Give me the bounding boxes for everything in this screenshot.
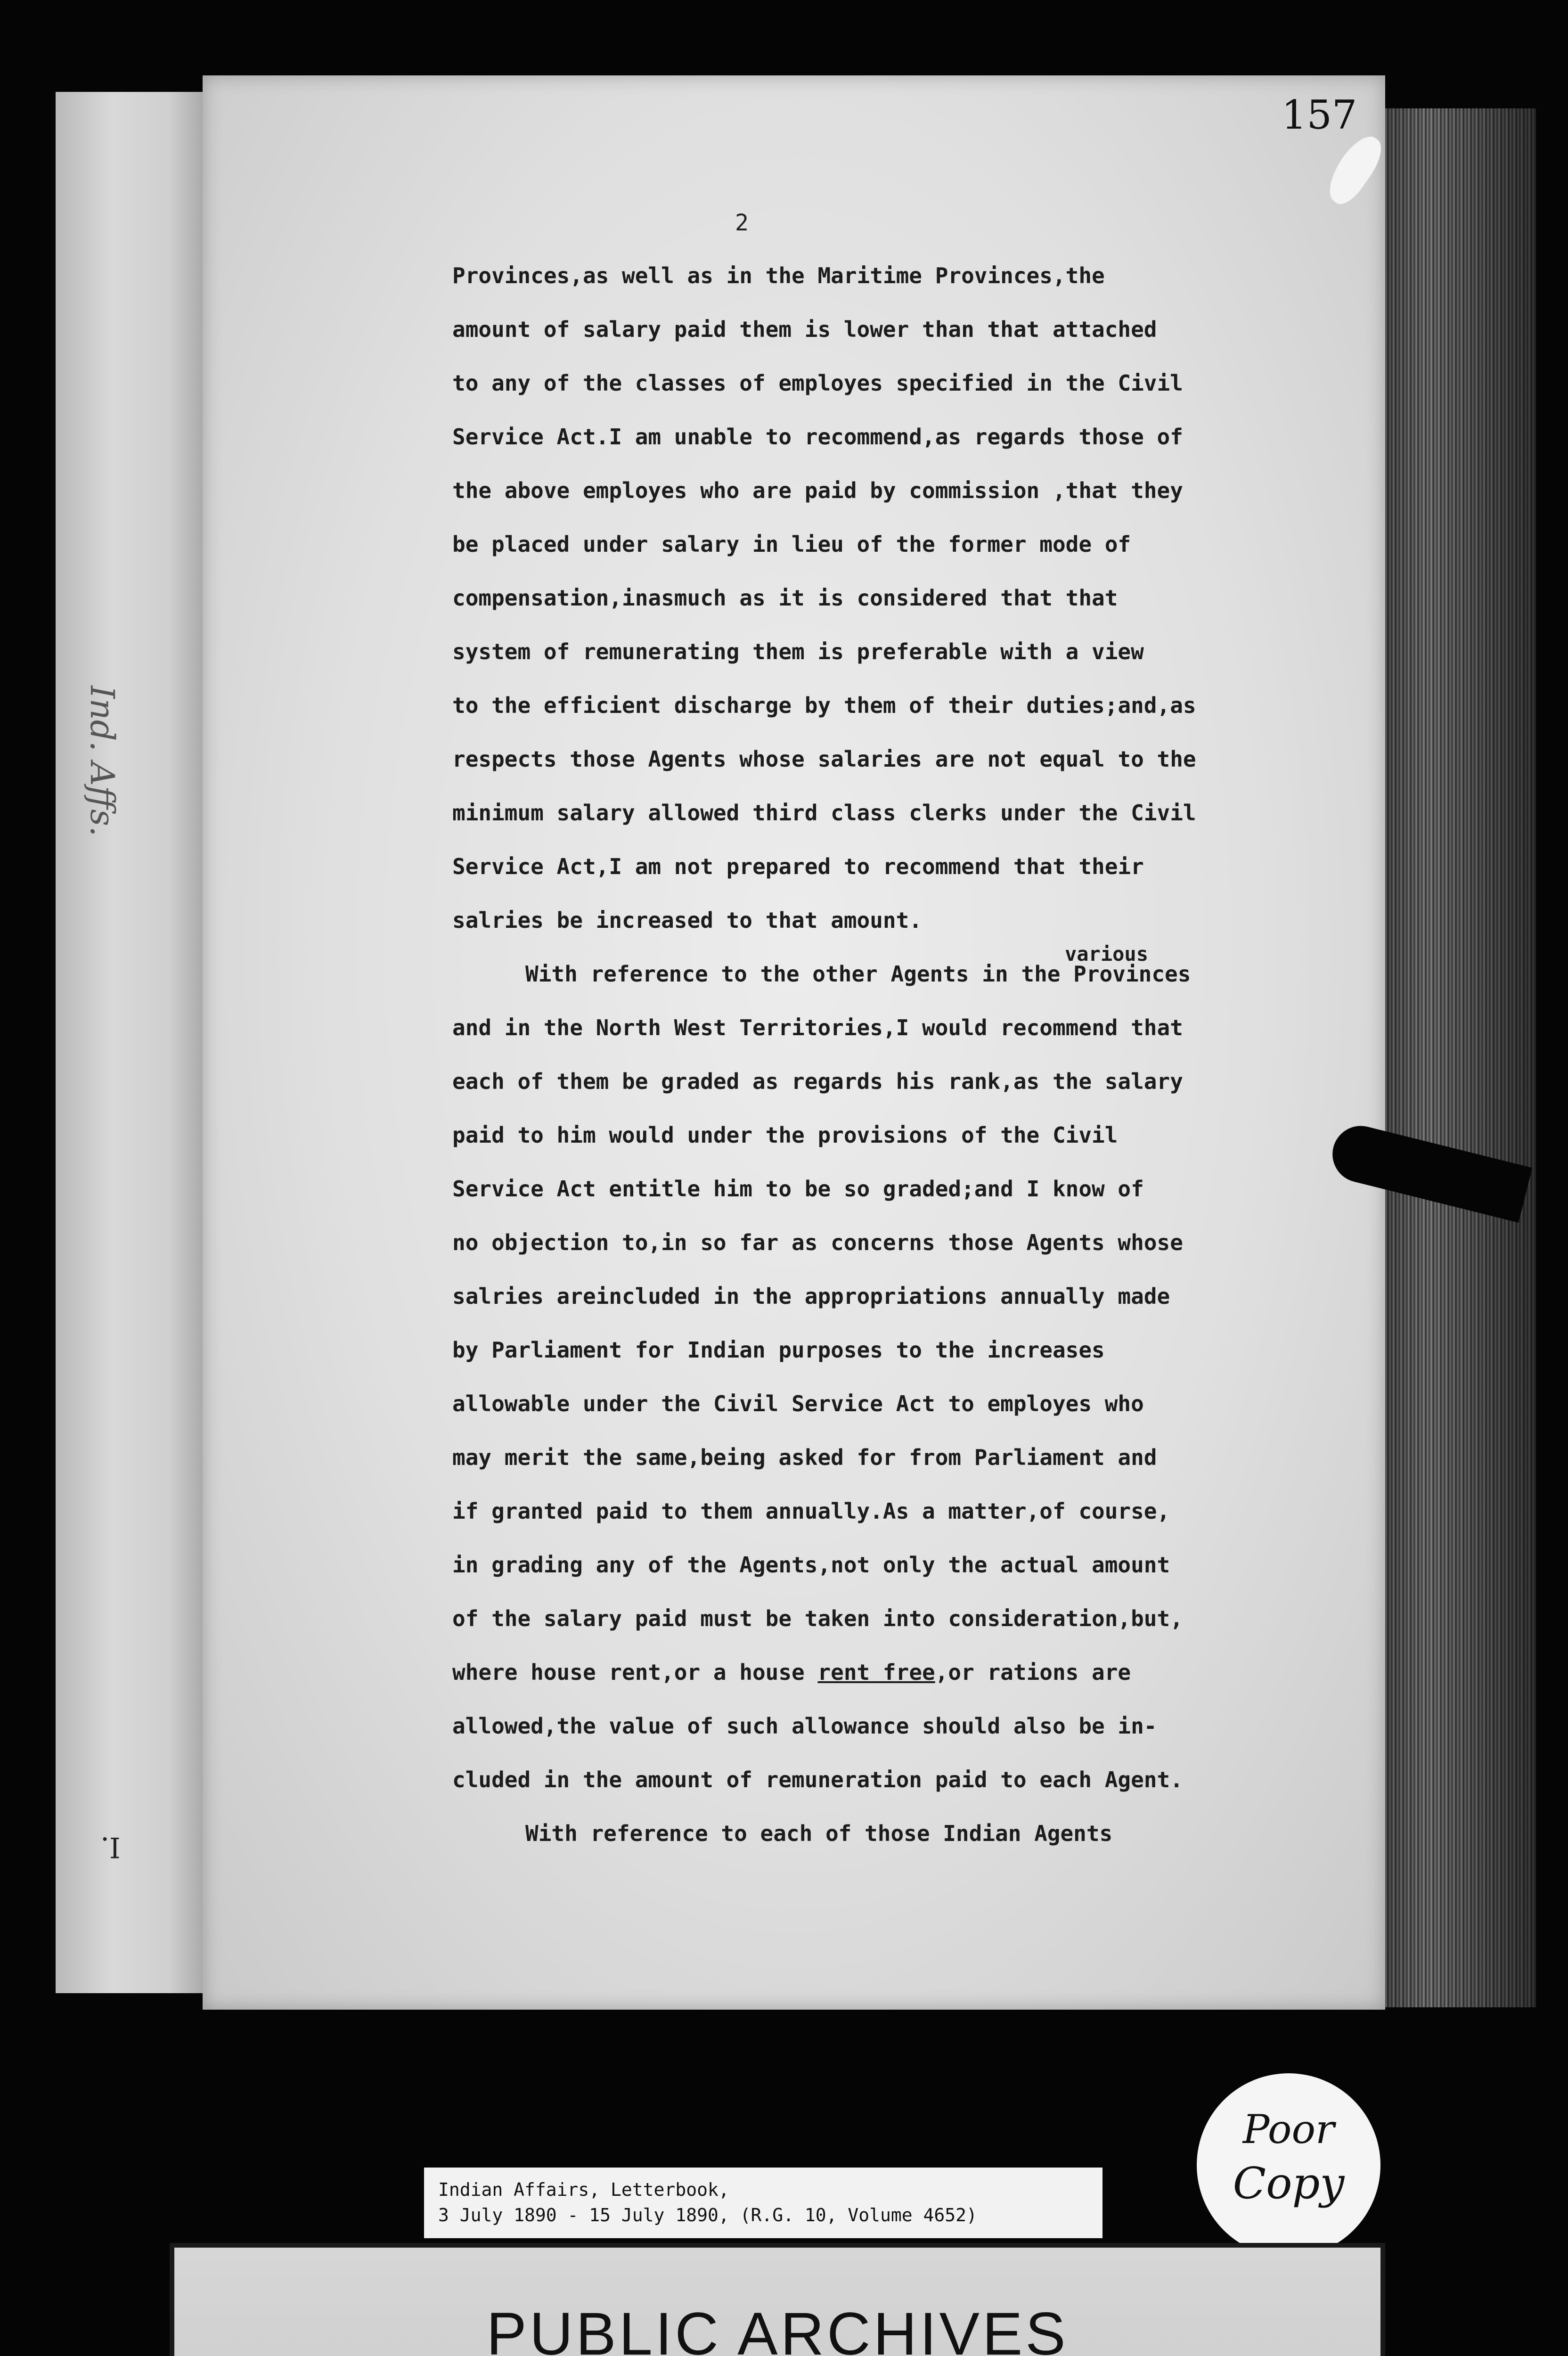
letter-line: paid to him would under the provisions of the Civil <box>452 1122 1118 1148</box>
letter-line-start: where house rent,or a house <box>452 1660 818 1685</box>
letter-line: in grading any of the Agents,not only the actual amount <box>452 1552 1170 1578</box>
letter-line: be placed under salary in lieu of the former mode of <box>452 532 1131 557</box>
letter-line: With reference to each of those Indian Agents <box>525 1821 1113 1846</box>
letter-line-end: ,or rations are <box>935 1660 1131 1685</box>
letter-line: Service Act.I am unable to recommend,as regards those of <box>452 424 1183 450</box>
left-margin-mark: I. <box>100 1831 121 1864</box>
letter-body <box>452 249 1333 1860</box>
letter-line: to the efficient discharge by them of their duties;and,as <box>452 693 1196 718</box>
letter-line: cluded in the amount of remuneration paid to each Agent. <box>452 1767 1183 1792</box>
letter-line: each of them be graded as regards his rank,as the salary <box>452 1069 1183 1094</box>
letter-line: With reference to the other Agents in the Provinces <box>525 961 1191 987</box>
letter-line: compensation,inasmuch as it is considered that that <box>452 585 1118 611</box>
letter-line: salries be increased to that amount. <box>452 908 922 933</box>
letter-line: Service Act entitle him to be so graded;and I know of <box>452 1176 1144 1202</box>
folio-number: 157 <box>1282 92 1357 138</box>
letter-line: minimum salary allowed third class clerks under the Civil <box>452 800 1196 826</box>
archives-plate <box>170 2243 1385 2356</box>
letter-line <box>452 1645 1333 1699</box>
left-page <box>56 92 218 1993</box>
letter-line: system of remunerating them is preferable with a view <box>452 639 1144 664</box>
underlined-phrase: rent free <box>817 1660 935 1685</box>
letter-line: amount of salary paid them is lower than that attached <box>452 317 1157 342</box>
letter-line: Provinces,as well as in the Maritime Provinces,the <box>452 263 1105 288</box>
letter-line: respects those Agents whose salaries are not equal to the <box>452 746 1196 772</box>
poor-copy-stamp <box>1197 2073 1380 2257</box>
stamp-line: Poor <box>1242 2106 1335 2152</box>
letter-line: no objection to,in so far as concerns those Agents whose <box>452 1230 1183 1255</box>
letter-line: may merit the same,being asked for from Parliament and <box>452 1445 1157 1470</box>
caption-line: 3 July 1890 - 15 July 1890, (R.G. 10, Volume 4652) <box>438 2205 977 2225</box>
letter-line: to any of the classes of employes specified in the Civil <box>452 370 1183 396</box>
handwritten-insertion: various <box>1065 942 1149 965</box>
letter-line: Service Act,I am not prepared to recommend that their <box>452 854 1144 879</box>
letter-line: if granted paid to them annually.As a matter,of course, <box>452 1498 1170 1524</box>
stamp-line: Copy <box>1233 2158 1345 2209</box>
letter-line: and in the North West Territories,I would recommend that <box>452 1015 1183 1040</box>
caption-line: Indian Affairs, Letterbook, <box>438 2179 729 2200</box>
left-page-gutter <box>61 92 215 1993</box>
archives-plate-line: PUBLIC ARCHIVES <box>486 2300 1069 2356</box>
letter-line: by Parliament for Indian purposes to the increases <box>452 1337 1105 1363</box>
page-number: 2 <box>735 210 749 236</box>
archive-caption-label <box>424 2168 1102 2238</box>
letter-line: allowed,the value of such allowance should also be in- <box>452 1713 1157 1739</box>
letter-line: salries areincluded in the appropriations annually made <box>452 1284 1170 1309</box>
page-edges-shade <box>1380 108 1536 2007</box>
letter-line: of the salary paid must be taken into consideration,but, <box>452 1606 1183 1631</box>
letter-line: allowable under the Civil Service Act to employes who <box>452 1391 1144 1416</box>
left-margin-handwriting: Ind. Affs. <box>83 686 122 837</box>
letter-line: the above employes who are paid by commission ,that they <box>452 478 1183 503</box>
